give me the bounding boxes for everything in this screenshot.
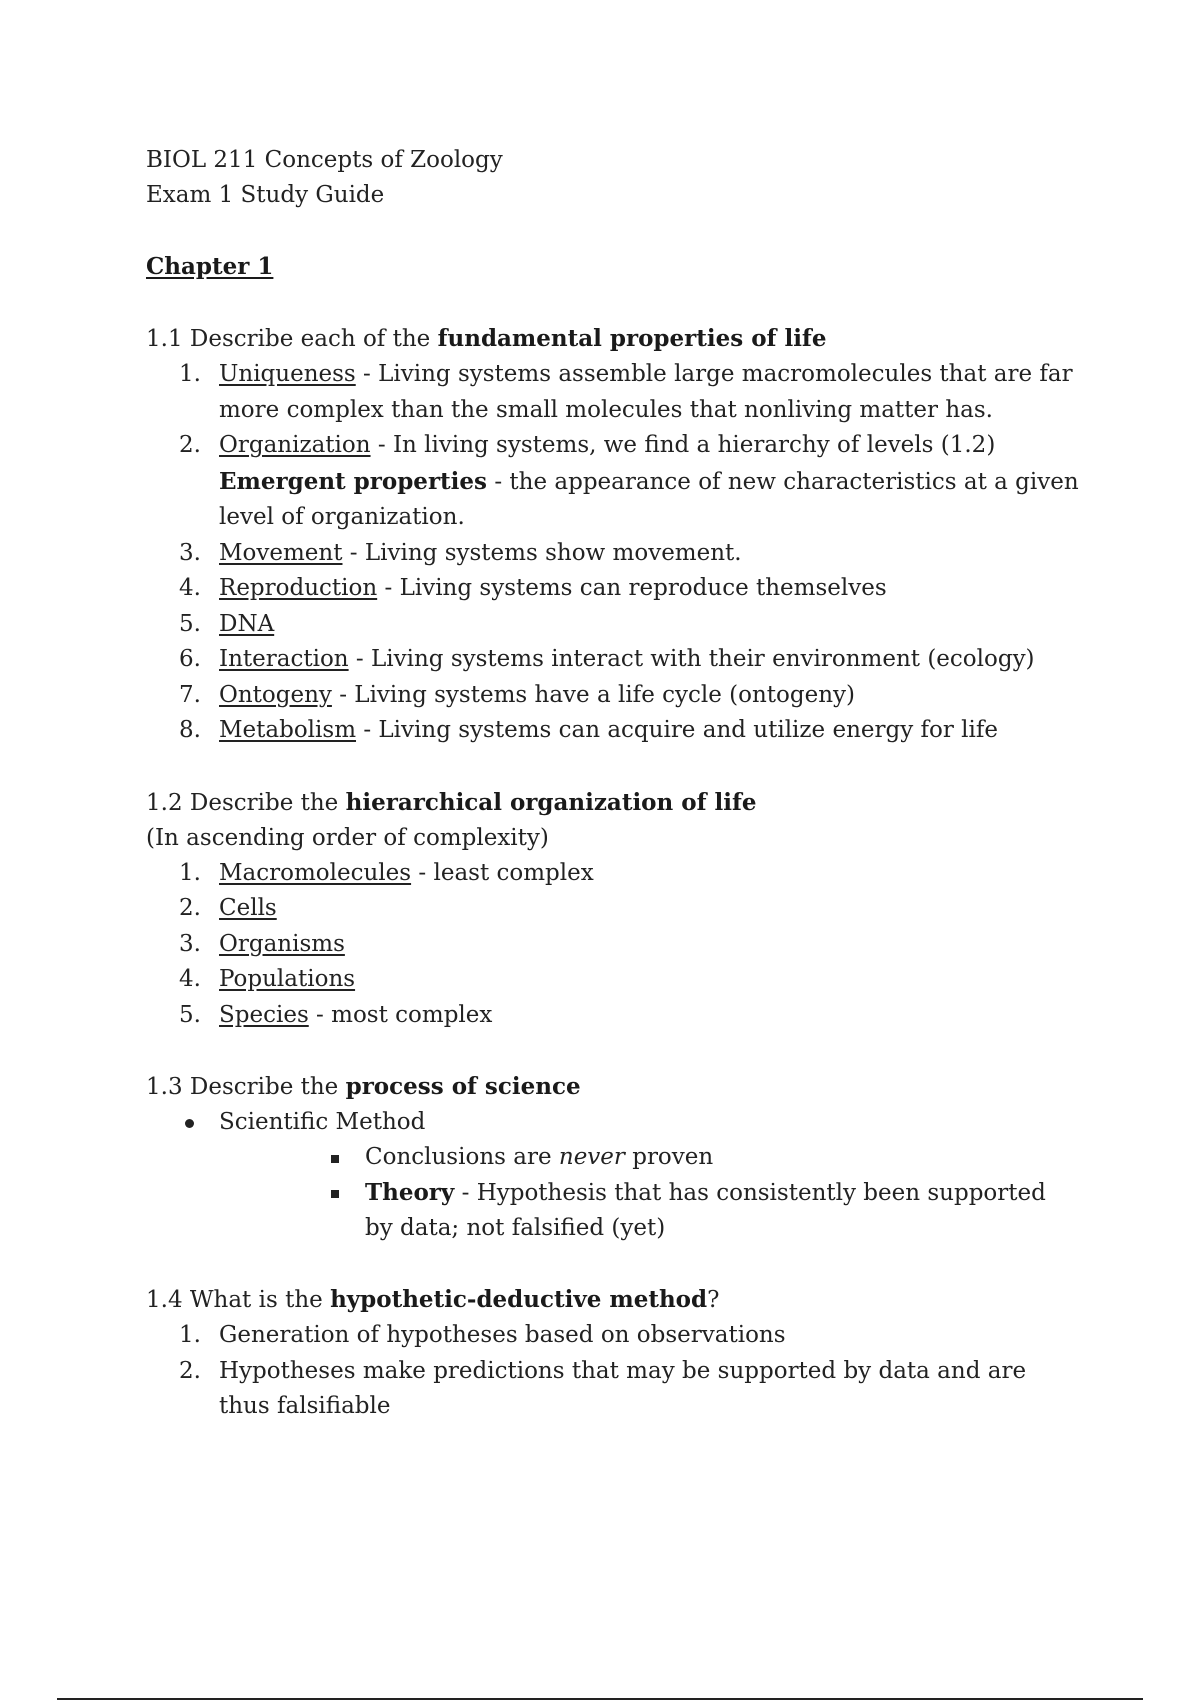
list-item: 1. Uniqueness - Living systems assemble large macromolecules that are far more complex than the small molecules that nonliving matter has. [179, 361, 1073, 423]
list-item: 4. Reproduction - Living systems can reproduce themselves [179, 575, 887, 601]
list-item: 1. Generation of hypotheses based on observations [179, 1322, 786, 1348]
bullet-dot-icon [185, 1119, 194, 1128]
list-item: Conclusions are never proven [365, 1140, 1075, 1175]
list-item: 1. Macromolecules - least complex [179, 859, 594, 886]
section-1-3-heading: 1.3 Describe the process of science [146, 1073, 581, 1100]
list-item: 7. Ontogeny - Living systems have a life cycle (ontogeny) [179, 681, 855, 708]
science-sub-list [146, 1140, 1076, 1246]
bullet-square-icon [331, 1190, 339, 1198]
list-item: 2. Cells [179, 895, 277, 921]
section-1-4-heading: 1.4 What is the hypothetic-deductive method? [146, 1286, 720, 1313]
list-item: Theory - Hypothesis that has consistently been supported by data; not falsified (yet) [365, 1175, 1075, 1246]
hierarchy-list [146, 856, 1076, 1034]
section-1-2-subtitle: (In ascending order of complexity) [146, 824, 549, 851]
study-guide-page [146, 143, 1079, 1425]
list-item: 8. Metabolism - Living systems can acquire and utilize energy for life [179, 717, 999, 743]
list-item: 5. Species - most complex [179, 1001, 493, 1028]
list-item: 2. Organization - In living systems, we find a hierarchy of levels (1.2) Emergent properties - the appearance of new characteristics at a given level of organization. [179, 432, 1079, 530]
list-item: 6. Interaction - Living systems interact with their environment (ecology) [179, 646, 1035, 672]
section-1-1-heading: 1.1 Describe each of the fundamental properties of life [146, 325, 827, 352]
list-item: 3. Organisms [179, 930, 345, 957]
section-1-2-heading: 1.2 Describe the hierarchical organization of life [146, 788, 757, 816]
science-bullet-list [146, 1105, 1076, 1140]
list-item: 3. Movement - Living systems show movement. [179, 539, 742, 566]
bullet-square-icon [331, 1155, 339, 1163]
list-item: 2. Hypotheses make predictions that may be supported by data and are thus falsifiable [179, 1357, 1027, 1419]
course-title: BIOL 211 Concepts of Zoology [146, 147, 503, 173]
method-list [146, 1318, 1076, 1425]
list-item: 5. DNA [179, 610, 275, 637]
properties-list [146, 357, 1079, 749]
list-item: 4. Populations [179, 966, 356, 992]
list-item: Scientific Method [219, 1105, 1076, 1140]
chapter-title: Chapter 1 [146, 253, 274, 280]
document-title: Exam 1 Study Guide [146, 182, 385, 208]
